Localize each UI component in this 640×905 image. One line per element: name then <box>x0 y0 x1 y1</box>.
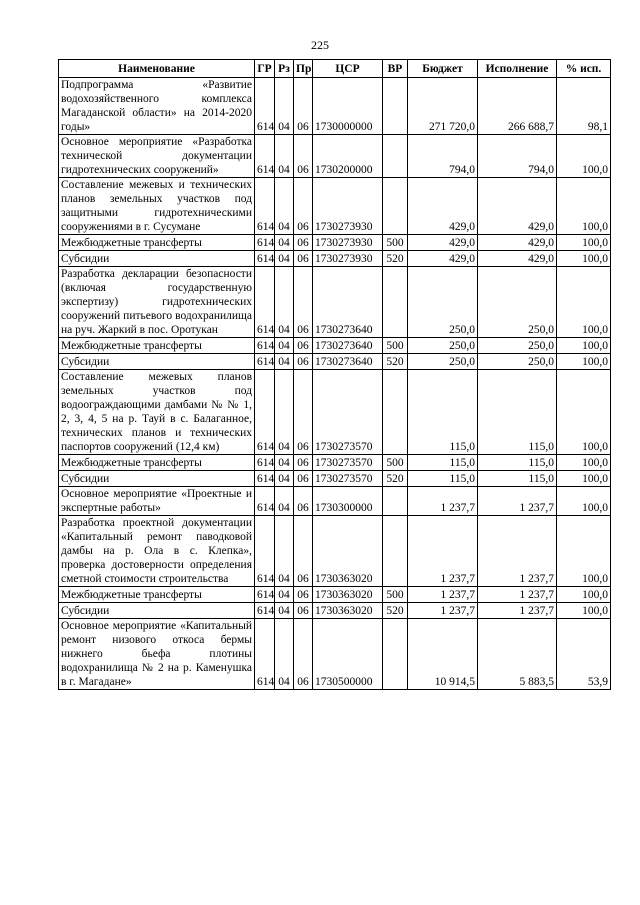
table-cell-execution: 115,0 <box>478 370 557 455</box>
table-row <box>59 516 611 587</box>
table-cell-budget: 250,0 <box>408 338 478 354</box>
table-row <box>59 471 611 487</box>
table-cell-percent: 100,0 <box>557 455 611 471</box>
table-cell-gr: 614 <box>255 603 275 619</box>
table-cell-percent: 98,1 <box>557 78 611 135</box>
table-row <box>59 338 611 354</box>
table-cell-pr: 06 <box>294 487 313 516</box>
table-cell-rz: 04 <box>275 235 294 251</box>
table-cell-percent: 100,0 <box>557 587 611 603</box>
table-cell-budget: 429,0 <box>408 178 478 235</box>
table-cell-csr: 1730300000 <box>313 487 383 516</box>
table-cell-rz: 04 <box>275 516 294 587</box>
table-cell-gr: 614 <box>255 251 275 267</box>
table-cell-pr: 06 <box>294 178 313 235</box>
table-cell-pr: 06 <box>294 471 313 487</box>
table-cell-gr: 614 <box>255 354 275 370</box>
table-cell-execution: 250,0 <box>478 354 557 370</box>
table-cell-percent: 53,9 <box>557 619 611 690</box>
table-cell-gr: 614 <box>255 338 275 354</box>
table-cell-gr: 614 <box>255 619 275 690</box>
table-cell-csr: 1730273640 <box>313 338 383 354</box>
table-cell-rz: 04 <box>275 487 294 516</box>
table-cell-percent: 100,0 <box>557 338 611 354</box>
table-cell-vr <box>383 370 408 455</box>
table-cell-percent: 100,0 <box>557 251 611 267</box>
table-cell-budget: 1 237,7 <box>408 516 478 587</box>
table-row <box>59 235 611 251</box>
table-cell-execution: 266 688,7 <box>478 78 557 135</box>
table-cell-rz: 04 <box>275 135 294 178</box>
table-row <box>59 455 611 471</box>
table-cell-execution: 429,0 <box>478 178 557 235</box>
table-row <box>59 251 611 267</box>
table-cell-name: Подпрограмма «Развитие водохозяйственного комплекса Магаданской области» на 2014-2020 годы» <box>59 78 255 135</box>
table-cell-name: Составление межевых и технических планов земельных участков под защитными гидротехническими сооружениями в г. Сусумане <box>59 178 255 235</box>
table-cell-gr: 614 <box>255 487 275 516</box>
table-cell-vr <box>383 619 408 690</box>
table-cell-pr: 06 <box>294 235 313 251</box>
table-row <box>59 78 611 135</box>
table-cell-gr: 614 <box>255 587 275 603</box>
table-header-row <box>59 60 611 78</box>
table-cell-execution: 1 237,7 <box>478 516 557 587</box>
table-cell-percent: 100,0 <box>557 354 611 370</box>
table-cell-name: Основное мероприятие «Проектные и экспертные работы» <box>59 487 255 516</box>
table-cell-rz: 04 <box>275 78 294 135</box>
table-cell-csr: 1730273640 <box>313 267 383 338</box>
table-cell-pr: 06 <box>294 603 313 619</box>
table-cell-csr: 1730363020 <box>313 587 383 603</box>
table-cell-csr: 1730200000 <box>313 135 383 178</box>
table-cell-vr: 500 <box>383 587 408 603</box>
table-cell-name: Разработка проектной документации «Капитальный ремонт паводковой дамбы на р. Ола в с. Клепка», проверка достоверности определения сметной стоимости строительства <box>59 516 255 587</box>
page-number: 225 <box>311 38 329 52</box>
table-cell-pr: 06 <box>294 78 313 135</box>
table-row <box>59 587 611 603</box>
table-cell-percent: 100,0 <box>557 487 611 516</box>
table-cell-name: Основное мероприятие «Капитальный ремонт низового откоса бермы нижнего бьефа плотины водохранилища № 2 на р. Каменушка в г. Магадане» <box>59 619 255 690</box>
table-cell-vr: 500 <box>383 235 408 251</box>
table-cell-vr: 520 <box>383 471 408 487</box>
table-cell-budget: 115,0 <box>408 370 478 455</box>
table-cell-name: Субсидии <box>59 471 255 487</box>
table-cell-pr: 06 <box>294 267 313 338</box>
table-cell-budget: 1 237,7 <box>408 603 478 619</box>
table-cell-percent: 100,0 <box>557 135 611 178</box>
table-cell-name: Субсидии <box>59 354 255 370</box>
table-cell-pr: 06 <box>294 587 313 603</box>
table-cell-execution: 115,0 <box>478 455 557 471</box>
header-vr: ВР <box>383 60 408 78</box>
table-cell-vr: 520 <box>383 603 408 619</box>
table-cell-gr: 614 <box>255 178 275 235</box>
table-cell-rz: 04 <box>275 370 294 455</box>
table-cell-gr: 614 <box>255 78 275 135</box>
table-cell-name: Составление межевых планов земельных участков под водоограждающими дамбами № № 1, 2, 3, 4, 5 на р. Тауй в с. Балаганное, технических планов и технических паспортов сооружений (12,4 км) <box>59 370 255 455</box>
header-pr: Пр <box>294 60 313 78</box>
table-cell-percent: 100,0 <box>557 178 611 235</box>
table-cell-pr: 06 <box>294 455 313 471</box>
header-execution: Исполнение <box>478 60 557 78</box>
table-cell-vr: 520 <box>383 251 408 267</box>
table-row <box>59 178 611 235</box>
table-cell-gr: 614 <box>255 516 275 587</box>
header-budget: Бюджет <box>408 60 478 78</box>
table-cell-gr: 614 <box>255 135 275 178</box>
table-cell-execution: 115,0 <box>478 471 557 487</box>
table-cell-rz: 04 <box>275 338 294 354</box>
table-cell-rz: 04 <box>275 267 294 338</box>
table-cell-execution: 250,0 <box>478 338 557 354</box>
table-cell-name: Субсидии <box>59 251 255 267</box>
table-row <box>59 354 611 370</box>
table-row <box>59 370 611 455</box>
table-cell-gr: 614 <box>255 235 275 251</box>
table-cell-vr <box>383 267 408 338</box>
table-cell-execution: 429,0 <box>478 235 557 251</box>
table-cell-percent: 100,0 <box>557 603 611 619</box>
table-cell-execution: 1 237,7 <box>478 487 557 516</box>
table-cell-csr: 1730273570 <box>313 370 383 455</box>
table-cell-csr: 1730273640 <box>313 354 383 370</box>
table-row <box>59 619 611 690</box>
table-cell-rz: 04 <box>275 603 294 619</box>
table-cell-csr: 1730273570 <box>313 455 383 471</box>
table-cell-budget: 1 237,7 <box>408 487 478 516</box>
table-cell-vr <box>383 135 408 178</box>
table-cell-pr: 06 <box>294 370 313 455</box>
table-cell-gr: 614 <box>255 267 275 338</box>
table-cell-name: Субсидии <box>59 603 255 619</box>
table-cell-csr: 1730500000 <box>313 619 383 690</box>
table-cell-gr: 614 <box>255 455 275 471</box>
table-cell-csr: 1730273930 <box>313 251 383 267</box>
table-cell-vr: 500 <box>383 338 408 354</box>
table-cell-pr: 06 <box>294 338 313 354</box>
table-row <box>59 603 611 619</box>
table-cell-budget: 794,0 <box>408 135 478 178</box>
table-cell-budget: 250,0 <box>408 267 478 338</box>
table-cell-vr <box>383 487 408 516</box>
table-cell-pr: 06 <box>294 354 313 370</box>
table-cell-budget: 10 914,5 <box>408 619 478 690</box>
table-cell-vr: 500 <box>383 455 408 471</box>
table-cell-rz: 04 <box>275 455 294 471</box>
table-cell-budget: 115,0 <box>408 471 478 487</box>
table-cell-csr: 1730273930 <box>313 178 383 235</box>
table-cell-name: Межбюджетные трансферты <box>59 338 255 354</box>
table-row <box>59 135 611 178</box>
header-rz: Рз <box>275 60 294 78</box>
table-cell-name: Основное мероприятие «Разработка технической документации гидротехнических сооружений» <box>59 135 255 178</box>
table-cell-budget: 271 720,0 <box>408 78 478 135</box>
table-row <box>59 487 611 516</box>
table-cell-rz: 04 <box>275 251 294 267</box>
header-gr: ГР <box>255 60 275 78</box>
table-cell-name: Межбюджетные трансферты <box>59 587 255 603</box>
table-cell-budget: 429,0 <box>408 235 478 251</box>
table-cell-execution: 429,0 <box>478 251 557 267</box>
table-cell-execution: 1 237,7 <box>478 603 557 619</box>
header-percent: % исп. <box>557 60 611 78</box>
table-cell-csr: 1730000000 <box>313 78 383 135</box>
table-cell-percent: 100,0 <box>557 516 611 587</box>
table-cell-percent: 100,0 <box>557 235 611 251</box>
table-cell-pr: 06 <box>294 619 313 690</box>
table-cell-budget: 250,0 <box>408 354 478 370</box>
table-cell-execution: 1 237,7 <box>478 587 557 603</box>
table-cell-pr: 06 <box>294 251 313 267</box>
table-cell-rz: 04 <box>275 354 294 370</box>
table-cell-name: Межбюджетные трансферты <box>59 235 255 251</box>
budget-execution-table <box>58 59 611 690</box>
table-row <box>59 267 611 338</box>
table-cell-percent: 100,0 <box>557 471 611 487</box>
table-cell-rz: 04 <box>275 619 294 690</box>
table-cell-execution: 250,0 <box>478 267 557 338</box>
header-name: Наименование <box>59 60 255 78</box>
table-cell-name: Межбюджетные трансферты <box>59 455 255 471</box>
table-cell-rz: 04 <box>275 587 294 603</box>
header-csr: ЦСР <box>313 60 383 78</box>
table-cell-name: Разработка декларации безопасности (включая государственную экспертизу) гидротехнических сооружений питьевого водохранилища на руч. Жаркий в пос. Оротукан <box>59 267 255 338</box>
table-cell-csr: 1730363020 <box>313 516 383 587</box>
table-cell-execution: 5 883,5 <box>478 619 557 690</box>
table-cell-csr: 1730273930 <box>313 235 383 251</box>
table-cell-percent: 100,0 <box>557 370 611 455</box>
table-cell-csr: 1730363020 <box>313 603 383 619</box>
table-cell-csr: 1730273570 <box>313 471 383 487</box>
table-cell-gr: 614 <box>255 370 275 455</box>
table-cell-vr: 520 <box>383 354 408 370</box>
table-cell-budget: 115,0 <box>408 455 478 471</box>
table-cell-rz: 04 <box>275 471 294 487</box>
table-cell-budget: 1 237,7 <box>408 587 478 603</box>
table-cell-vr <box>383 178 408 235</box>
table-cell-pr: 06 <box>294 135 313 178</box>
table-cell-pr: 06 <box>294 516 313 587</box>
table-cell-budget: 429,0 <box>408 251 478 267</box>
table-cell-vr <box>383 78 408 135</box>
table-cell-execution: 794,0 <box>478 135 557 178</box>
table-cell-vr <box>383 516 408 587</box>
table-cell-gr: 614 <box>255 471 275 487</box>
table-cell-rz: 04 <box>275 178 294 235</box>
table-cell-percent: 100,0 <box>557 267 611 338</box>
